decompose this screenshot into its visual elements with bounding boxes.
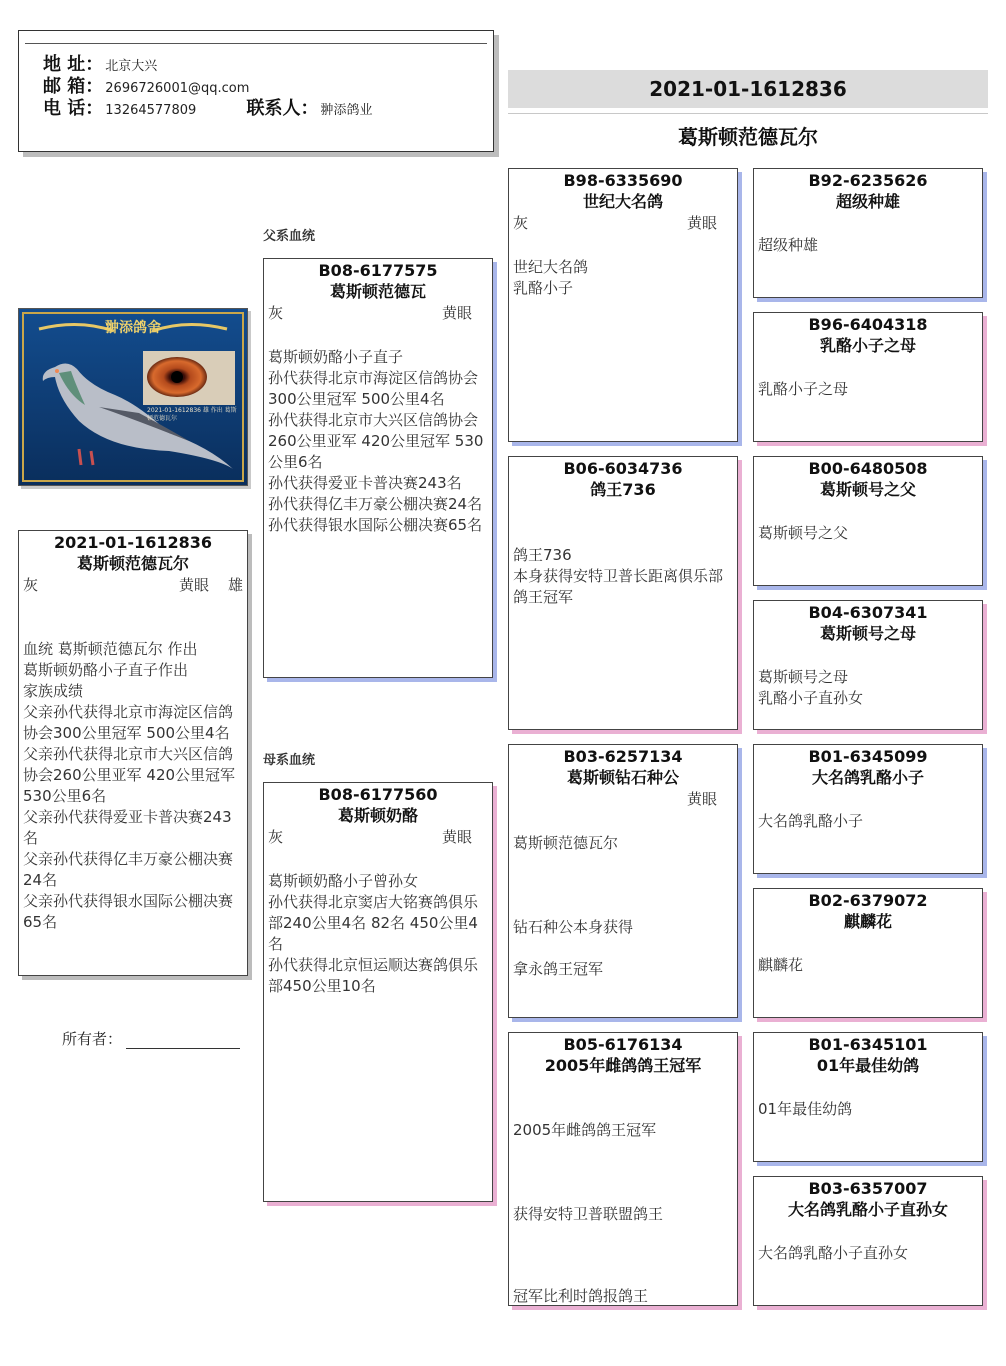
note-line: 孙代获得爱亚卡普决赛243名 (268, 474, 462, 492)
note-line: 葛斯顿奶酪小子曾孙女 (268, 872, 419, 890)
address-row (43, 55, 157, 77)
card-id: B04-6307341 (808, 603, 928, 622)
card-notes (758, 667, 978, 709)
note-line: 葛斯顿奶酪小子直子作出 (23, 661, 189, 679)
note-line: 葛斯顿号之父 (758, 524, 849, 542)
card-notes (758, 523, 978, 544)
dam-meta (268, 827, 488, 849)
sire-id: B08-6177575 (318, 261, 438, 280)
card-meta (513, 789, 733, 811)
g3-card-4 (753, 600, 983, 730)
card-name: 超级种雄 (835, 192, 900, 211)
note-line: 葛斯顿号之母 (758, 668, 849, 686)
card-notes (513, 545, 733, 608)
grandsire-paternal-card (508, 168, 738, 442)
note-line: 麒麟花 (758, 956, 804, 974)
note-line: 父亲孙代获得北京市海淀区信鸽协会300公里冠军 500公里4名 (23, 703, 234, 742)
note-line: 血统 葛斯顿范德瓦尔 作出 (23, 640, 198, 658)
note-line: 乳酪小子直孙女 (758, 689, 864, 707)
note-line: 大名鸽乳酪小子直孙女 (758, 1244, 909, 1262)
note-line: 孙代获得银水国际公棚决赛65名 (268, 516, 483, 534)
subject-meta (23, 575, 243, 597)
subject-eye: 黄眼 (178, 576, 209, 594)
card-notes (513, 257, 733, 299)
g3-card-5 (753, 744, 983, 874)
contact-divider (25, 43, 487, 44)
card-id: B00-6480508 (808, 459, 928, 478)
card-id: B02-6379072 (808, 891, 928, 910)
subject-card (18, 530, 248, 976)
note-line (513, 938, 733, 959)
note-line: 拿永鸽王冠军 (513, 960, 604, 978)
note-line (513, 1183, 733, 1204)
card-notes (758, 1243, 978, 1264)
subject-color: 灰 (23, 576, 39, 594)
card-id: B92-6235626 (808, 171, 928, 190)
note-line (513, 896, 733, 917)
card-id: B03-6357007 (808, 1179, 928, 1198)
card-name: 世纪大名鸽 (582, 192, 663, 211)
sire-color: 灰 (268, 304, 284, 322)
main-name: 葛斯顿范德瓦尔 (678, 125, 818, 149)
note-line: 01年最佳幼鸽 (758, 1100, 853, 1118)
owner-label: 所有者： (62, 1030, 123, 1048)
card-name: 乳酪小子之母 (819, 336, 916, 355)
subject-notes (23, 639, 243, 933)
note-line: 世纪大名鸽 (513, 258, 589, 276)
address-label: 地 址： (43, 54, 104, 75)
card-notes (758, 811, 978, 832)
note-line: 孙代获得北京恒运顺达赛鸽俱乐部450公里10名 (268, 956, 479, 995)
card-eye: 黄眼 (686, 214, 717, 232)
g3-card-8 (753, 1176, 983, 1306)
card-id: B03-6257134 (563, 747, 683, 766)
paternal-label: 父系血统 (263, 229, 316, 244)
card-name: 2005年雌鸽鸽王冠军 (544, 1056, 702, 1075)
card-notes (758, 379, 978, 400)
phone-value: 13264577809 (105, 103, 197, 118)
card-name: 大名鸽乳酪小子直孙女 (787, 1200, 948, 1219)
card-name: 葛斯顿钻石种公 (566, 768, 679, 787)
dam-eye: 黄眼 (441, 828, 472, 846)
card-id: B01-6345099 (808, 747, 928, 766)
note-line (513, 1225, 733, 1246)
note-line: 父亲孙代获得爱亚卡普决赛243名 (23, 808, 232, 847)
note-line: 父亲孙代获得北京市大兴区信鸽协会260公里亚军 420公里冠军 530公里6名 (23, 745, 236, 805)
note-line: 父亲孙代获得亿丰万豪公棚决赛24名 (23, 850, 234, 889)
g3-card-7 (753, 1032, 983, 1162)
note-line: 冠军比利时鸽报鸽王 (513, 1287, 649, 1305)
note-line: 乳酪小子之母 (758, 380, 849, 398)
note-line (513, 1267, 733, 1286)
note-line: 父亲孙代获得银水国际公棚决赛65名 (23, 892, 234, 931)
note-line (513, 1162, 733, 1183)
card-color: 灰 (513, 214, 529, 232)
card-name: 麒麟花 (843, 912, 892, 931)
card-name: 葛斯顿号之父 (819, 480, 916, 499)
card-id: B05-6176134 (563, 1035, 683, 1054)
card-id: B06-6034736 (563, 459, 683, 478)
note-line: 超级种雄 (758, 236, 819, 254)
card-notes (513, 1077, 733, 1306)
note-line (513, 1141, 733, 1162)
card-notes (513, 833, 733, 980)
card-id: B98-6335690 (563, 171, 683, 190)
sire-name: 葛斯顿范德瓦 (329, 282, 426, 301)
sire-notes (268, 347, 488, 536)
contact-label: 联系人： (246, 98, 319, 119)
main-ring-id: 2021-01-1612836 (508, 70, 988, 108)
note-line: 鸽王736 (513, 546, 572, 564)
card-id: B01-6345101 (808, 1035, 928, 1054)
postal-row (43, 77, 249, 99)
photo-caption: 2021-01-1612836 雄 作出 葛斯顿范德瓦尔 (147, 407, 237, 422)
phone-label: 电 话： (43, 98, 104, 119)
note-line: 孙代获得北京市大兴区信鸽协会260公里亚军 420公里冠军 530公里6名 (268, 411, 484, 471)
note-line: 大名鸽乳酪小子 (758, 812, 864, 830)
g3-card-6 (753, 888, 983, 1018)
note-line: 2005年雌鸽鸽王冠军 (513, 1121, 657, 1139)
note-line: 钻石种公本身获得 (513, 918, 634, 936)
address-value: 北京大兴 (105, 59, 158, 74)
card-name: 01年最佳幼鸽 (816, 1056, 920, 1075)
postal-label: 邮 箱： (43, 76, 104, 97)
dam-card (263, 782, 493, 1202)
g3-card-3 (753, 456, 983, 586)
card-notes (758, 235, 978, 256)
card-meta (513, 501, 733, 523)
note-line: 葛斯顿范德瓦尔 (513, 834, 619, 852)
dam-color: 灰 (268, 828, 284, 846)
subject-id: 2021-01-1612836 (53, 533, 212, 552)
subject-name: 葛斯顿范德瓦尔 (76, 554, 189, 573)
sire-eye: 黄眼 (441, 304, 472, 322)
sire-card (263, 258, 493, 678)
note-line: 乳酪小子 (513, 279, 574, 297)
granddam-paternal-card (508, 456, 738, 730)
postal-value: 2696726001@qq.com (105, 81, 250, 96)
maternal-label: 母系血统 (263, 753, 316, 768)
card-name: 葛斯顿号之母 (819, 624, 916, 643)
dam-id: B08-6177560 (318, 785, 438, 804)
note-line: 孙代获得亿丰万豪公棚决赛24名 (268, 495, 483, 513)
note-line: 孙代获得北京窦店大铭赛鸽俱乐部240公里4名 82名 450公里4名 (268, 893, 479, 953)
card-eye: 黄眼 (686, 790, 717, 808)
card-name: 大名鸽乳酪小子 (811, 768, 924, 787)
note-line: 家族成绩 (23, 682, 84, 700)
card-meta (513, 213, 733, 235)
note-line: 获得安特卫普联盟鸽王 (513, 1205, 664, 1223)
dam-name: 葛斯顿奶酪 (337, 806, 418, 825)
pigeon-photo (18, 308, 248, 486)
subject-sex: 雄 (227, 576, 243, 594)
card-notes (758, 1099, 978, 1120)
sire-meta (268, 303, 488, 325)
note-line (513, 854, 733, 875)
note-line: 孙代获得北京市海淀区信鸽协会300公里冠军 500公里4名 (268, 369, 479, 408)
note-line (513, 1246, 733, 1267)
photo-banner: 翀添鸽舍 (105, 320, 161, 336)
note-line: 本身获得安特卫普长距离俱乐部鸽王冠军 (513, 567, 724, 606)
note-line: 葛斯顿奶酪小子直子 (268, 348, 404, 366)
g3-card-1 (753, 168, 983, 298)
dam-notes (268, 871, 488, 997)
card-name: 鸽王736 (590, 480, 656, 499)
grandsire-maternal-card (508, 744, 738, 1018)
owner-field (62, 1028, 240, 1049)
contact-name: 翀添鸽业 (320, 103, 373, 118)
g3-card-2 (753, 312, 983, 442)
phone-row (43, 99, 373, 121)
owner-signature-line (126, 1032, 240, 1049)
granddam-maternal-card (508, 1032, 738, 1306)
note-line (513, 875, 733, 896)
card-id: B96-6404318 (808, 315, 928, 334)
note-line (513, 1077, 733, 1098)
card-notes (758, 955, 978, 976)
contact-box (18, 30, 494, 152)
